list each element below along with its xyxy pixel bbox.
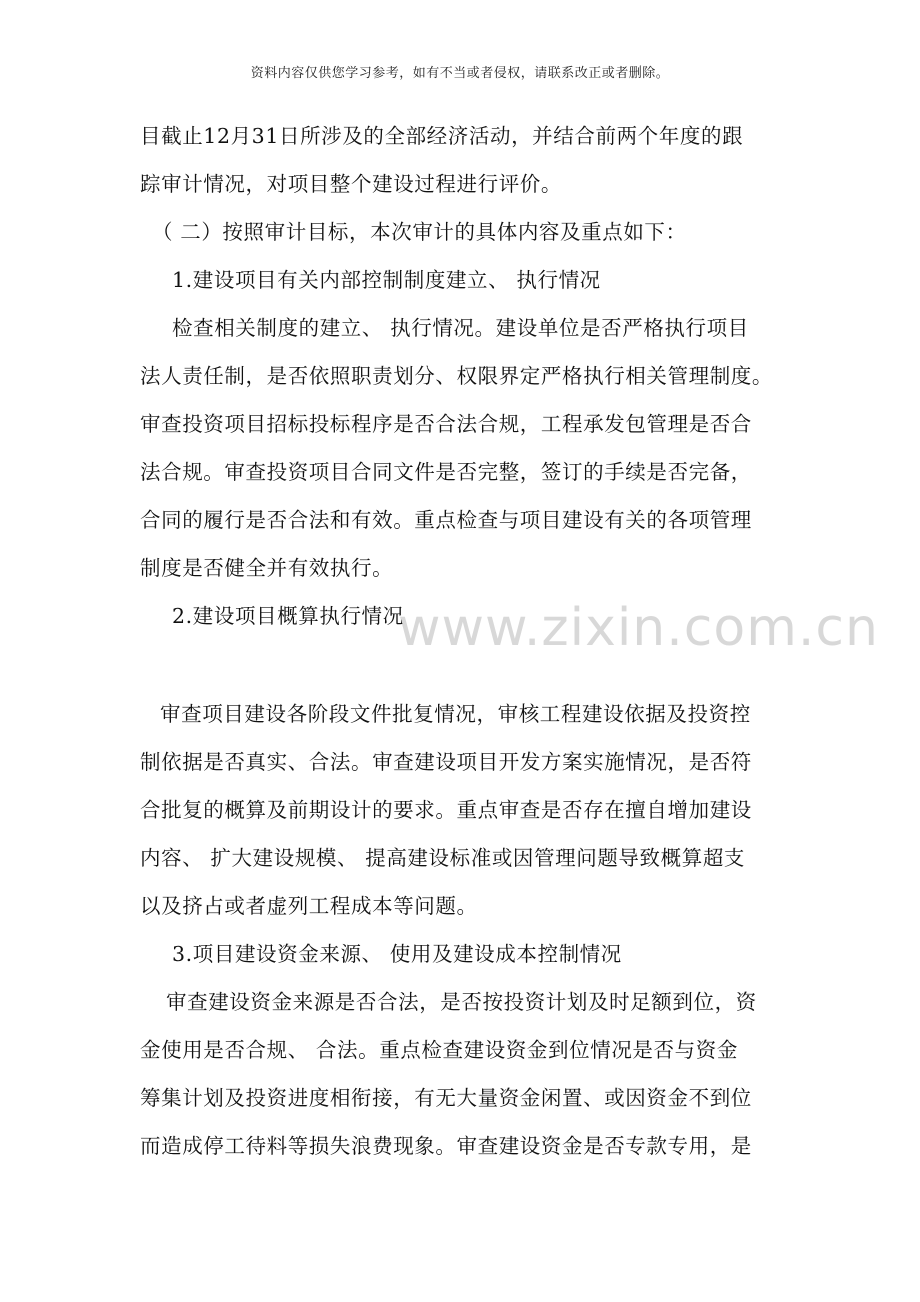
- paragraph-line: 内容、 扩大建设规模、 提高建设标准或因管理问题导致概算超支: [140, 846, 746, 870]
- paragraph-line: 踪审计情况，对项目整个建设过程进行评价。: [140, 172, 562, 196]
- paragraph-line: 以及挤占或者虚列工程成本等问题。: [140, 894, 478, 918]
- paragraph-line: 制度是否健全并有效执行。: [140, 556, 394, 580]
- paragraph-line: 法人责任制，是否依照职责划分、权限界定严格执行相关管理制度。: [140, 364, 773, 388]
- watermark: www.zixin.com.cn: [398, 598, 879, 658]
- paragraph-line: 审查投资项目招标投标程序是否合法合规，工程承发包管理是否合: [140, 412, 752, 436]
- subsection-heading: 3.项目建设资金来源、 使用及建设成本控制情况: [172, 942, 622, 966]
- paragraph-line: 金使用是否合规、 合法。重点检查建设资金到位情况是否与资金: [140, 1038, 738, 1062]
- paragraph-line: 检查相关制度的建立、 执行情况。建设单位是否严格执行项目: [172, 316, 749, 340]
- paragraph-line: 审查建设资金来源是否合法，是否按投资计划及时足额到位，资: [166, 990, 757, 1014]
- subsection-heading: 1.建设项目有关内部控制制度建立、 执行情况: [172, 268, 601, 292]
- paragraph-line: 筹集计划及投资进度相衔接，有无大量资金闲置、或因资金不到位: [140, 1086, 752, 1110]
- section-heading: （ 二）按照审计目标，本次审计的具体内容及重点如下：: [152, 220, 687, 244]
- header-disclaimer: 资料内容仅供您学习参考，如有不当或者侵权，请联系改正或者删除。: [250, 66, 670, 81]
- paragraph-line: 目截止12月31日所涉及的全部经济活动，并结合前两个年度的跟: [140, 124, 744, 148]
- subsection-heading: 2.建设项目概算执行情况: [172, 604, 404, 628]
- paragraph-line: 法合规。审查投资项目合同文件是否完整，签订的手续是否完备，: [140, 460, 752, 484]
- paragraph-line: 制依据是否真实、合法。审查建设项目开发方案实施情况，是否符: [140, 750, 752, 774]
- paragraph-line: 合同的履行是否合法和有效。重点检查与项目建设有关的各项管理: [140, 508, 752, 532]
- paragraph-line: 审查项目建设各阶段文件批复情况，审核工程建设依据及投资控: [160, 702, 751, 726]
- paragraph-line: 而造成停工待料等损失浪费现象。审查建设资金是否专款专用，是: [140, 1134, 752, 1158]
- paragraph-line: 合批复的概算及前期设计的要求。重点审查是否存在擅自增加建设: [140, 798, 752, 822]
